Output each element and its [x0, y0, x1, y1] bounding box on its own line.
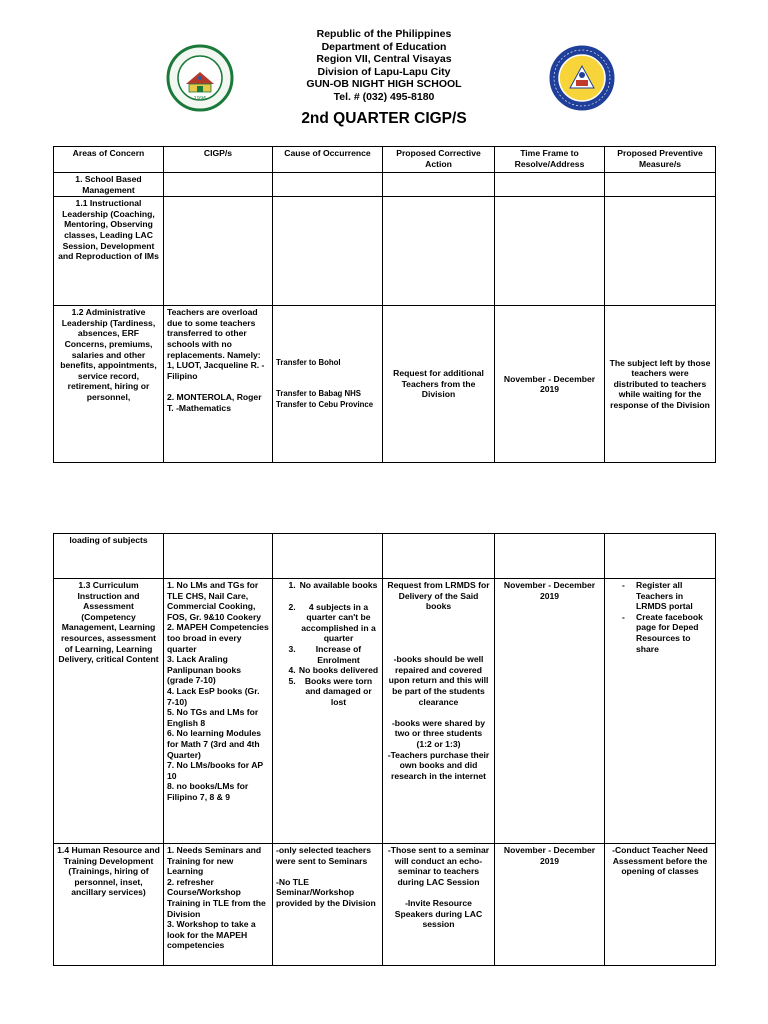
table-row-administrative-continued — [54, 534, 716, 579]
header-time-frame: Time Frame to Resolve/Address — [495, 147, 605, 173]
header-line-school: GUN-OB NIGHT HIGH SCHOOL — [306, 78, 462, 91]
cause-curriculum-instruction — [273, 579, 383, 844]
empty-cell — [495, 197, 605, 306]
measure-item: - Register all Teachers in LRMDS portal — [608, 580, 712, 612]
cause-human-resource: -only selected teachers were sent to Seminars -No TLE Seminar/Workshop provided by the Division — [273, 844, 383, 966]
empty-cell — [273, 534, 383, 579]
empty-cell — [495, 534, 605, 579]
cigp-curriculum-instruction: 1. No LMs and TGs for TLE CHS, Nail Care, Commercial Cooking, FOS, Gr. 9&10 Cookery 2. MAPEH Competencies too broad in every quarter 3. Lack Araling Panlipunan books (grade 7-10) 4. Lack EsP books (Gr. 7-10) 5. No TGs and LMs for English 8 6. No learning Modules for Math 7 (3rd and 4th Quarter) 7. No LMs/books for AP 10 8. no books/LMs for Filipino 7, 8 & 9 — [164, 579, 273, 844]
empty-cell — [495, 173, 605, 197]
table-header-row — [54, 147, 716, 173]
empty-cell — [605, 534, 716, 579]
header-line-region: Region VII, Central Visayas — [316, 53, 452, 66]
measure-curriculum-instruction — [605, 579, 716, 844]
empty-cell — [273, 197, 383, 306]
area-human-resource: 1.4 Human Resource and Training Development (Trainings, hiring of personnel, inset, ancillary services) — [54, 844, 164, 966]
area-administrative-leadership-continued: loading of subjects — [54, 534, 164, 579]
empty-cell — [383, 197, 495, 306]
area-school-based-management: 1. School Based Management — [54, 173, 164, 197]
document-header — [0, 28, 768, 128]
measure-administrative-leadership: The subject left by those teachers were distributed to teachers while waiting for the response of the Division — [605, 306, 716, 463]
area-curriculum-instruction: 1.3 Curriculum Instruction and Assessment (Competency Management, Learning resources, assessment of Learning, Learning Delivery, critical Content — [54, 579, 164, 844]
cigp-table-part-1 — [53, 146, 716, 463]
table-row-school-based-management — [54, 173, 716, 197]
header-corrective-action: Proposed Corrective Action — [383, 147, 495, 173]
header-preventive-measures: Proposed Preventive Measure/s — [605, 147, 716, 173]
cause-list — [276, 580, 379, 708]
header-line-division: Division of Lapu-Lapu City — [317, 65, 451, 78]
empty-cell — [605, 197, 716, 306]
header-areas-of-concern: Areas of Concern — [54, 147, 164, 173]
empty-cell — [383, 173, 495, 197]
table-row-instructional-leadership — [54, 197, 716, 306]
empty-cell — [273, 173, 383, 197]
cigp-human-resource: 1. Needs Seminars and Training for new Learning 2. refresher Course/Workshop Training in TLE from the Division 3. Workshop to take a look for the MAPEH competencies — [164, 844, 273, 966]
cigp-table-part-2 — [53, 533, 716, 966]
cause-administrative-leadership: Transfer to Bohol Transfer to Babag NHS Transfer to Cebu Province — [273, 306, 383, 463]
time-curriculum-instruction: November - December 2019 — [495, 579, 605, 844]
document-title: 2nd QUARTER CIGP/S — [301, 109, 467, 127]
time-human-resource: November - December 2019 — [495, 844, 605, 966]
cause-item: 3. Increase of Enrolment — [298, 644, 379, 665]
measure-list — [608, 580, 712, 654]
action-curriculum-instruction: Request from LRMDS for Delivery of the Said books -books should be well repaired and covered upon return and this will be part of the students clearance -books were shared by two or three students (1:2 or 1:3) -Teachers purchase their own books and did research in the internet — [383, 579, 495, 844]
cigp-administrative-leadership: Teachers are overload due to some teachers transferred to other schools with no replacements. Namely: 1, LUOT, Jacqueline R. -Filipino 2. MONTEROLA, Roger T. -Mathematics — [164, 306, 273, 463]
measure-human-resource: -Conduct Teacher Need Assessment before the opening of classes — [605, 844, 716, 966]
cause-item: 1. No available books — [298, 580, 379, 591]
cause-item: 2. 4 subjects in a quarter can't be accomplished in a quarter — [298, 602, 379, 644]
empty-cell — [605, 173, 716, 197]
action-human-resource: -Those sent to a seminar will conduct an echo-seminar to teachers during LAC Session -Invite Resource Speakers during LAC session — [383, 844, 495, 966]
cause-item: 4. No books delivered — [298, 665, 379, 676]
table-row-human-resource — [54, 844, 716, 966]
area-administrative-leadership: 1.2 Administrative Leadership (Tardiness, absences, ERF Concerns, premiums, salaries and other benefits, appointments, service record, retirement, hiring or personnel, — [54, 306, 164, 463]
header-cause: Cause of Occurrence — [273, 147, 383, 173]
empty-cell — [164, 534, 273, 579]
area-instructional-leadership: 1.1 Instructional Leadership (Coaching, Mentoring, Observing classes, Leading LAC Session, Development and Reproduction of IMs — [54, 197, 164, 306]
header-line-department: Department of Education — [321, 40, 447, 53]
measure-item: - Create facebook page for Deped Resources to share — [608, 612, 712, 654]
header-line-republic: Republic of the Philippines — [316, 28, 452, 40]
cause-item: 5. Books were torn and damaged or lost — [298, 676, 379, 708]
school-seal-year: 1996 — [193, 96, 207, 102]
table-row-curriculum-instruction — [54, 579, 716, 844]
header-line-telephone: Tel. # (032) 495-8180 — [333, 90, 435, 103]
header-cigps: CIGP/s — [164, 147, 273, 173]
empty-cell — [164, 197, 273, 306]
time-administrative-leadership: November - December 2019 — [495, 306, 605, 463]
empty-cell — [164, 173, 273, 197]
empty-cell — [383, 534, 495, 579]
table-row-administrative-leadership — [54, 306, 716, 463]
action-administrative-leadership: Request for additional Teachers from the Division — [383, 306, 495, 463]
